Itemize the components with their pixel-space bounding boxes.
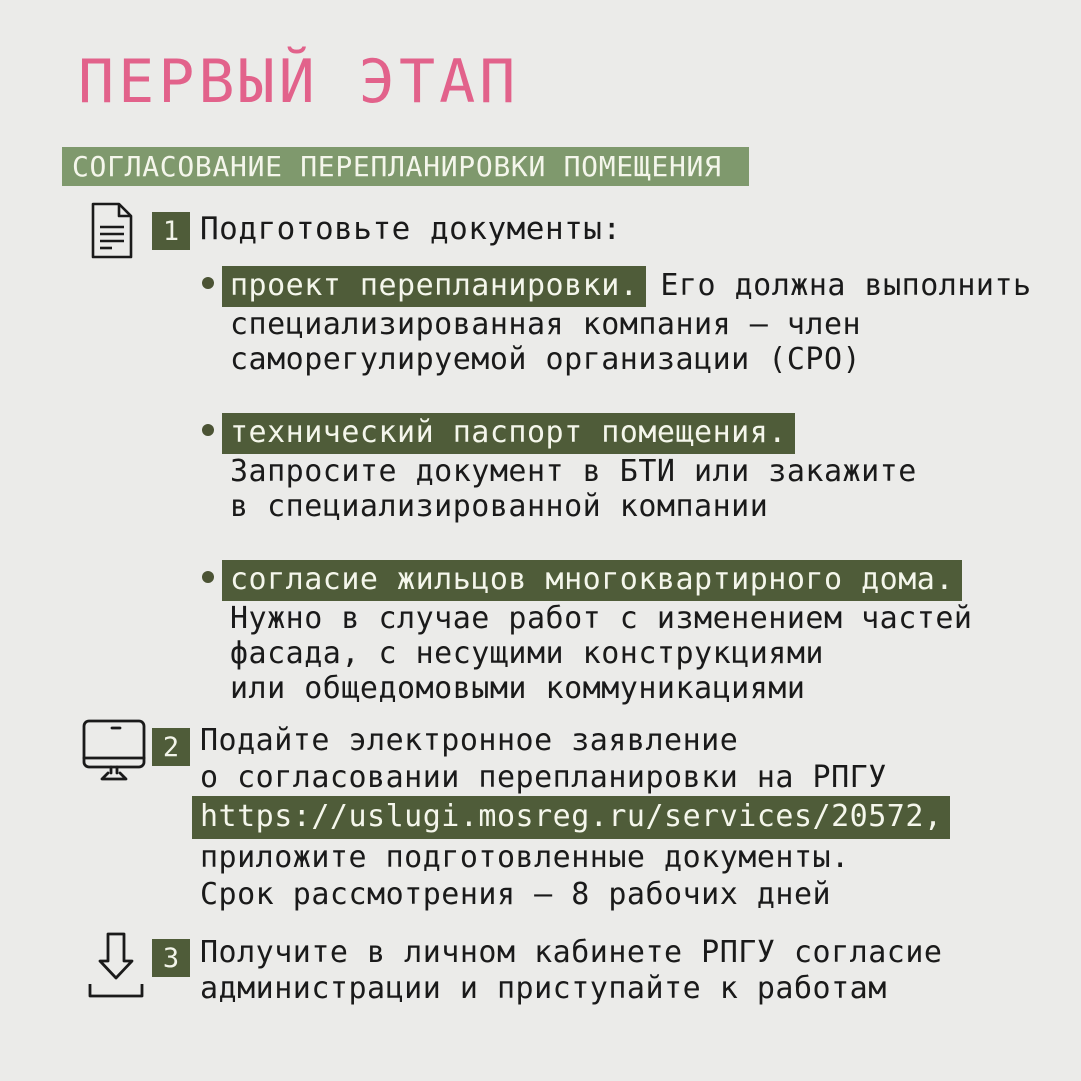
- text-line: [230, 489, 1032, 524]
- text-line: [230, 671, 1032, 706]
- bullet-item: [202, 413, 1032, 524]
- subtitle-banner: СОГЛАСОВАНИЕ ПЕРЕПЛАНИРОВКИ ПОМЕЩЕНИЯ: [62, 147, 749, 186]
- text-line: [230, 636, 1032, 671]
- text-line: [200, 722, 964, 759]
- text-line: [230, 266, 1032, 307]
- text-line: [230, 454, 1032, 489]
- text-segment: Срок рассмотрения – 8 рабочих дней: [200, 877, 832, 912]
- bullet-item: [202, 560, 1032, 706]
- text-line: [200, 971, 942, 1007]
- text-line: [230, 413, 1032, 454]
- bullet-2-highlight: технический паспорт помещения.: [222, 413, 795, 454]
- monitor-icon: [82, 719, 146, 783]
- bullet-3-highlight: согласие жильцов многоквартирного дома.: [222, 560, 962, 601]
- text-segment: администрации и приступайте к работам: [200, 971, 887, 1006]
- text-line: [230, 342, 1032, 377]
- bullet-dot-icon: [202, 424, 214, 436]
- step-3-text: [200, 935, 942, 1007]
- step-3-number-badge: 3: [152, 939, 190, 977]
- text-segment: специализированная компания – член: [230, 307, 862, 342]
- text-line: [230, 560, 1032, 601]
- bullet-1-highlight: проект перепланировки.: [222, 266, 646, 307]
- text-segment: Получите в личном кабинете РПГУ согласие: [200, 935, 943, 970]
- text-segment: о согласовании перепланировки на РПГУ: [200, 760, 887, 795]
- page-title: ПЕРВЫЙ ЭТАП: [78, 47, 520, 117]
- text-segment: Нужно в случае работ с изменением частей: [230, 601, 973, 636]
- text-segment: в специализированной компании: [230, 489, 769, 524]
- service-url[interactable]: https://uslugi.mosreg.ru/services/20572,: [192, 796, 950, 839]
- bullet-text: [230, 266, 1032, 377]
- bullet-text: [230, 560, 1032, 706]
- text-segment: саморегулируемой организации (СРО): [230, 342, 862, 377]
- text-segment: фасада, с несущими конструкциями: [230, 636, 824, 671]
- step-1-heading: Подготовьте документы:: [200, 211, 622, 247]
- bullet-item: [202, 266, 1032, 377]
- bullet-dot-icon: [202, 277, 214, 289]
- text-segment: Подайте электронное заявление: [200, 723, 739, 758]
- bullet-text: [230, 413, 1032, 524]
- document-icon: [87, 202, 137, 259]
- text-line: [200, 759, 964, 796]
- document-bullet-list: [202, 266, 1032, 742]
- text-line: [200, 796, 964, 839]
- text-line: [200, 935, 942, 971]
- text-segment: или общедомовыми коммуникациями: [230, 671, 806, 706]
- text-segment: Его должна выполнить: [660, 268, 1032, 303]
- bullet-dot-icon: [202, 571, 214, 583]
- download-icon: [84, 931, 148, 1005]
- step-1-number-badge: 1: [152, 212, 190, 250]
- text-line: [230, 601, 1032, 636]
- text-line: [230, 307, 1032, 342]
- text-segment: Запросите документ в БТИ или закажите: [230, 454, 917, 489]
- text-line: [200, 839, 964, 876]
- text-line: [200, 876, 964, 913]
- step-2-number-badge: 2: [152, 728, 190, 766]
- text-segment: приложите подготовленные документы.: [200, 840, 850, 875]
- step-2-text: [200, 722, 964, 913]
